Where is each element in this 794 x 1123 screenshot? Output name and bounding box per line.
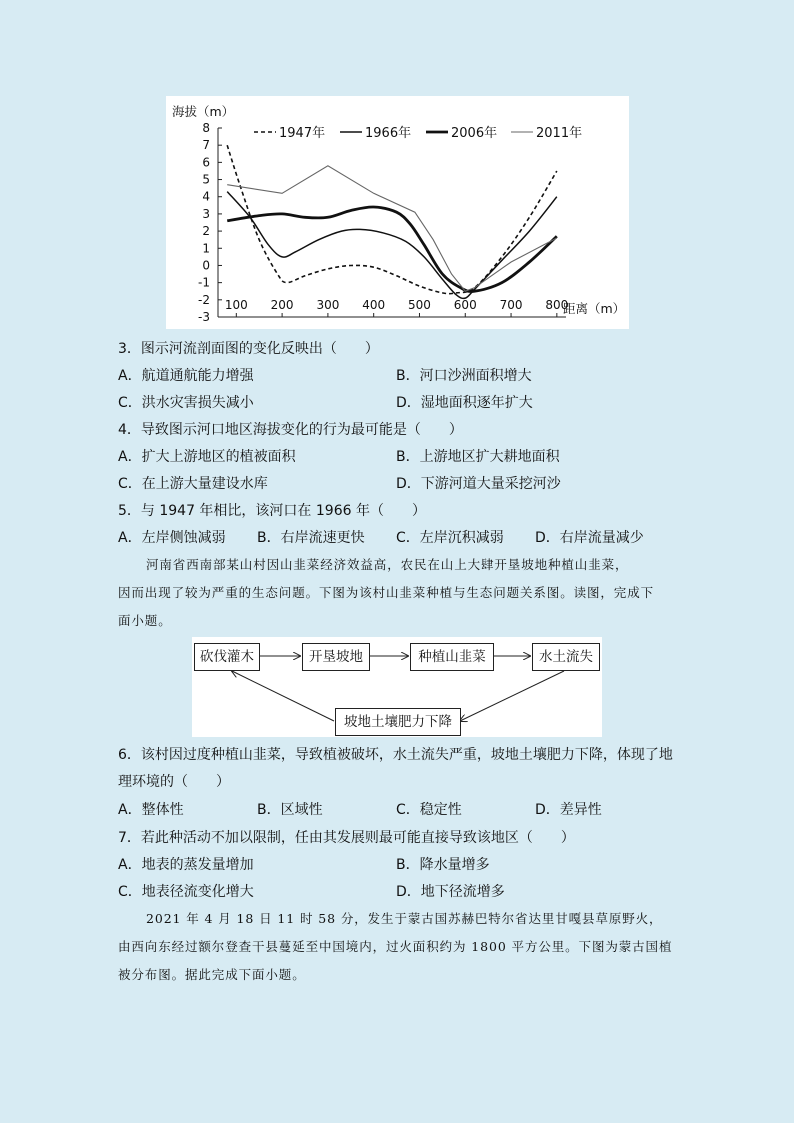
question-3-stem: 3．图示河流剖面图的变化反映出（ ） (118, 341, 379, 357)
series-line-1947年 (227, 145, 557, 293)
river-profile-chart (166, 96, 629, 329)
box-soil-erosion: 水土流失 (532, 643, 600, 671)
question-4-option-a: A．扩大上游地区的植被面积 (118, 449, 296, 465)
question-5-stem: 5．与 1947 年相比，该河口在 1966 年（ ） (118, 503, 426, 519)
relationship-diagram (192, 637, 602, 737)
legend-label: 2006年 (451, 126, 498, 141)
question-6-stem-line-2: 理环境的（ ） (118, 774, 230, 790)
series-line-1966年 (227, 192, 557, 299)
question-5-option-d: D．右岸流量减少 (535, 530, 644, 546)
x-tick-label: 200 (270, 298, 294, 312)
y-tick-label: 3 (202, 206, 210, 221)
chart-svg (166, 96, 629, 329)
y-tick-label: 2 (202, 224, 210, 239)
y-tick-label: 4 (202, 189, 210, 204)
y-axis-label: 海拔（m） (172, 104, 235, 119)
x-tick-label: 600 (453, 298, 477, 312)
passage-1-line-1: 河南省西南部某山村因山韭菜经济效益高，农民在山上大肆开垦坡地种植山韭菜， (146, 557, 629, 572)
question-3-option-c: C．洪水灾害损失减小 (118, 395, 254, 411)
y-tick-label: -3 (198, 310, 210, 324)
question-4-option-b: B．上游地区扩大耕地面积 (396, 449, 560, 465)
x-tick-label: 500 (408, 298, 431, 312)
y-tick-label: 1 (202, 241, 210, 256)
box-soil-fertility-decline: 坡地土壤肥力下降 (335, 708, 461, 736)
arrow-4 (460, 671, 564, 721)
question-6-option-d: D．差异性 (535, 802, 602, 818)
box-reclaim-slope: 开垦坡地 (302, 643, 370, 671)
y-tick-label: 5 (202, 172, 210, 187)
y-tick-label: 6 (202, 155, 210, 170)
x-tick-label: 400 (362, 298, 386, 312)
question-7-option-d: D．地下径流增多 (396, 884, 505, 900)
box-cut-shrubs: 砍伐灌木 (194, 643, 260, 671)
question-6-stem-line-1: 6．该村因过度种植山韭菜，导致植被破坏，水土流失严重，坡地土壤肥力下降，体现了地 (118, 747, 673, 763)
question-5-option-c: C．左岸沉积减弱 (396, 530, 504, 546)
question-6-option-c: C．稳定性 (396, 802, 462, 818)
x-tick-label: 700 (499, 298, 523, 312)
passage-1-line-2: 因而出现了较为严重的生态问题。下图为该村山韭菜种植与生态问题关系图。读图，完成下 (118, 585, 655, 600)
question-3-option-a: A．航道通航能力增强 (118, 368, 254, 384)
y-tick-label: -2 (198, 292, 210, 307)
y-tick-label: -1 (198, 275, 210, 290)
y-tick-label: 8 (202, 121, 210, 135)
question-4-stem: 4．导致图示河口地区海拔变化的行为最可能是（ ） (118, 422, 463, 438)
arrow-5 (232, 671, 334, 721)
question-3-option-d: D．湿地面积逐年扩大 (396, 395, 533, 411)
legend-label: 2011年 (536, 126, 583, 141)
passage-2-line-3: 被分布图。据此完成下面小题。 (118, 967, 306, 982)
passage-2-line-1: 2021 年 4 月 18 日 11 时 58 分，发生于蒙古国苏赫巴特尔省达里甘嘎县草原野火， (146, 911, 663, 926)
question-6-option-a: A．整体性 (118, 802, 184, 818)
question-7-option-a: A．地表的蒸发量增加 (118, 857, 254, 873)
question-5-option-b: B．右岸流速更快 (257, 530, 365, 546)
question-4-option-c: C．在上游大量建设水库 (118, 476, 268, 492)
legend-label: 1966年 (365, 126, 412, 141)
question-6-option-b: B．区域性 (257, 802, 323, 818)
x-tick-label: 800 (545, 298, 569, 312)
x-tick-label: 300 (316, 298, 340, 312)
question-3-option-b: B．河口沙洲面积增大 (396, 368, 532, 384)
question-4-option-d: D．下游河道大量采挖河沙 (396, 476, 561, 492)
question-5-option-a: A．左岸侧蚀减弱 (118, 530, 226, 546)
question-7-option-b: B．降水量增多 (396, 857, 490, 873)
question-7-option-c: C．地表径流变化增大 (118, 884, 254, 900)
y-tick-label: 0 (202, 258, 210, 273)
y-tick-label: 7 (202, 138, 210, 153)
box-plant-chives: 种植山韭菜 (410, 643, 494, 671)
legend-label: 1947年 (279, 126, 326, 141)
x-axis-label: 距离（m） (563, 301, 626, 316)
passage-2-line-2: 由西向东经过额尔登查干县蔓延至中国境内，过火面积约为 1800 平方公里。下图为蒙古国植 (118, 939, 673, 954)
x-tick-label: 100 (224, 298, 248, 312)
question-7-stem: 7．若此种活动不加以限制，任由其发展则最可能直接导致该地区（ ） (118, 830, 575, 846)
passage-1-line-3: 面小题。 (118, 613, 172, 628)
